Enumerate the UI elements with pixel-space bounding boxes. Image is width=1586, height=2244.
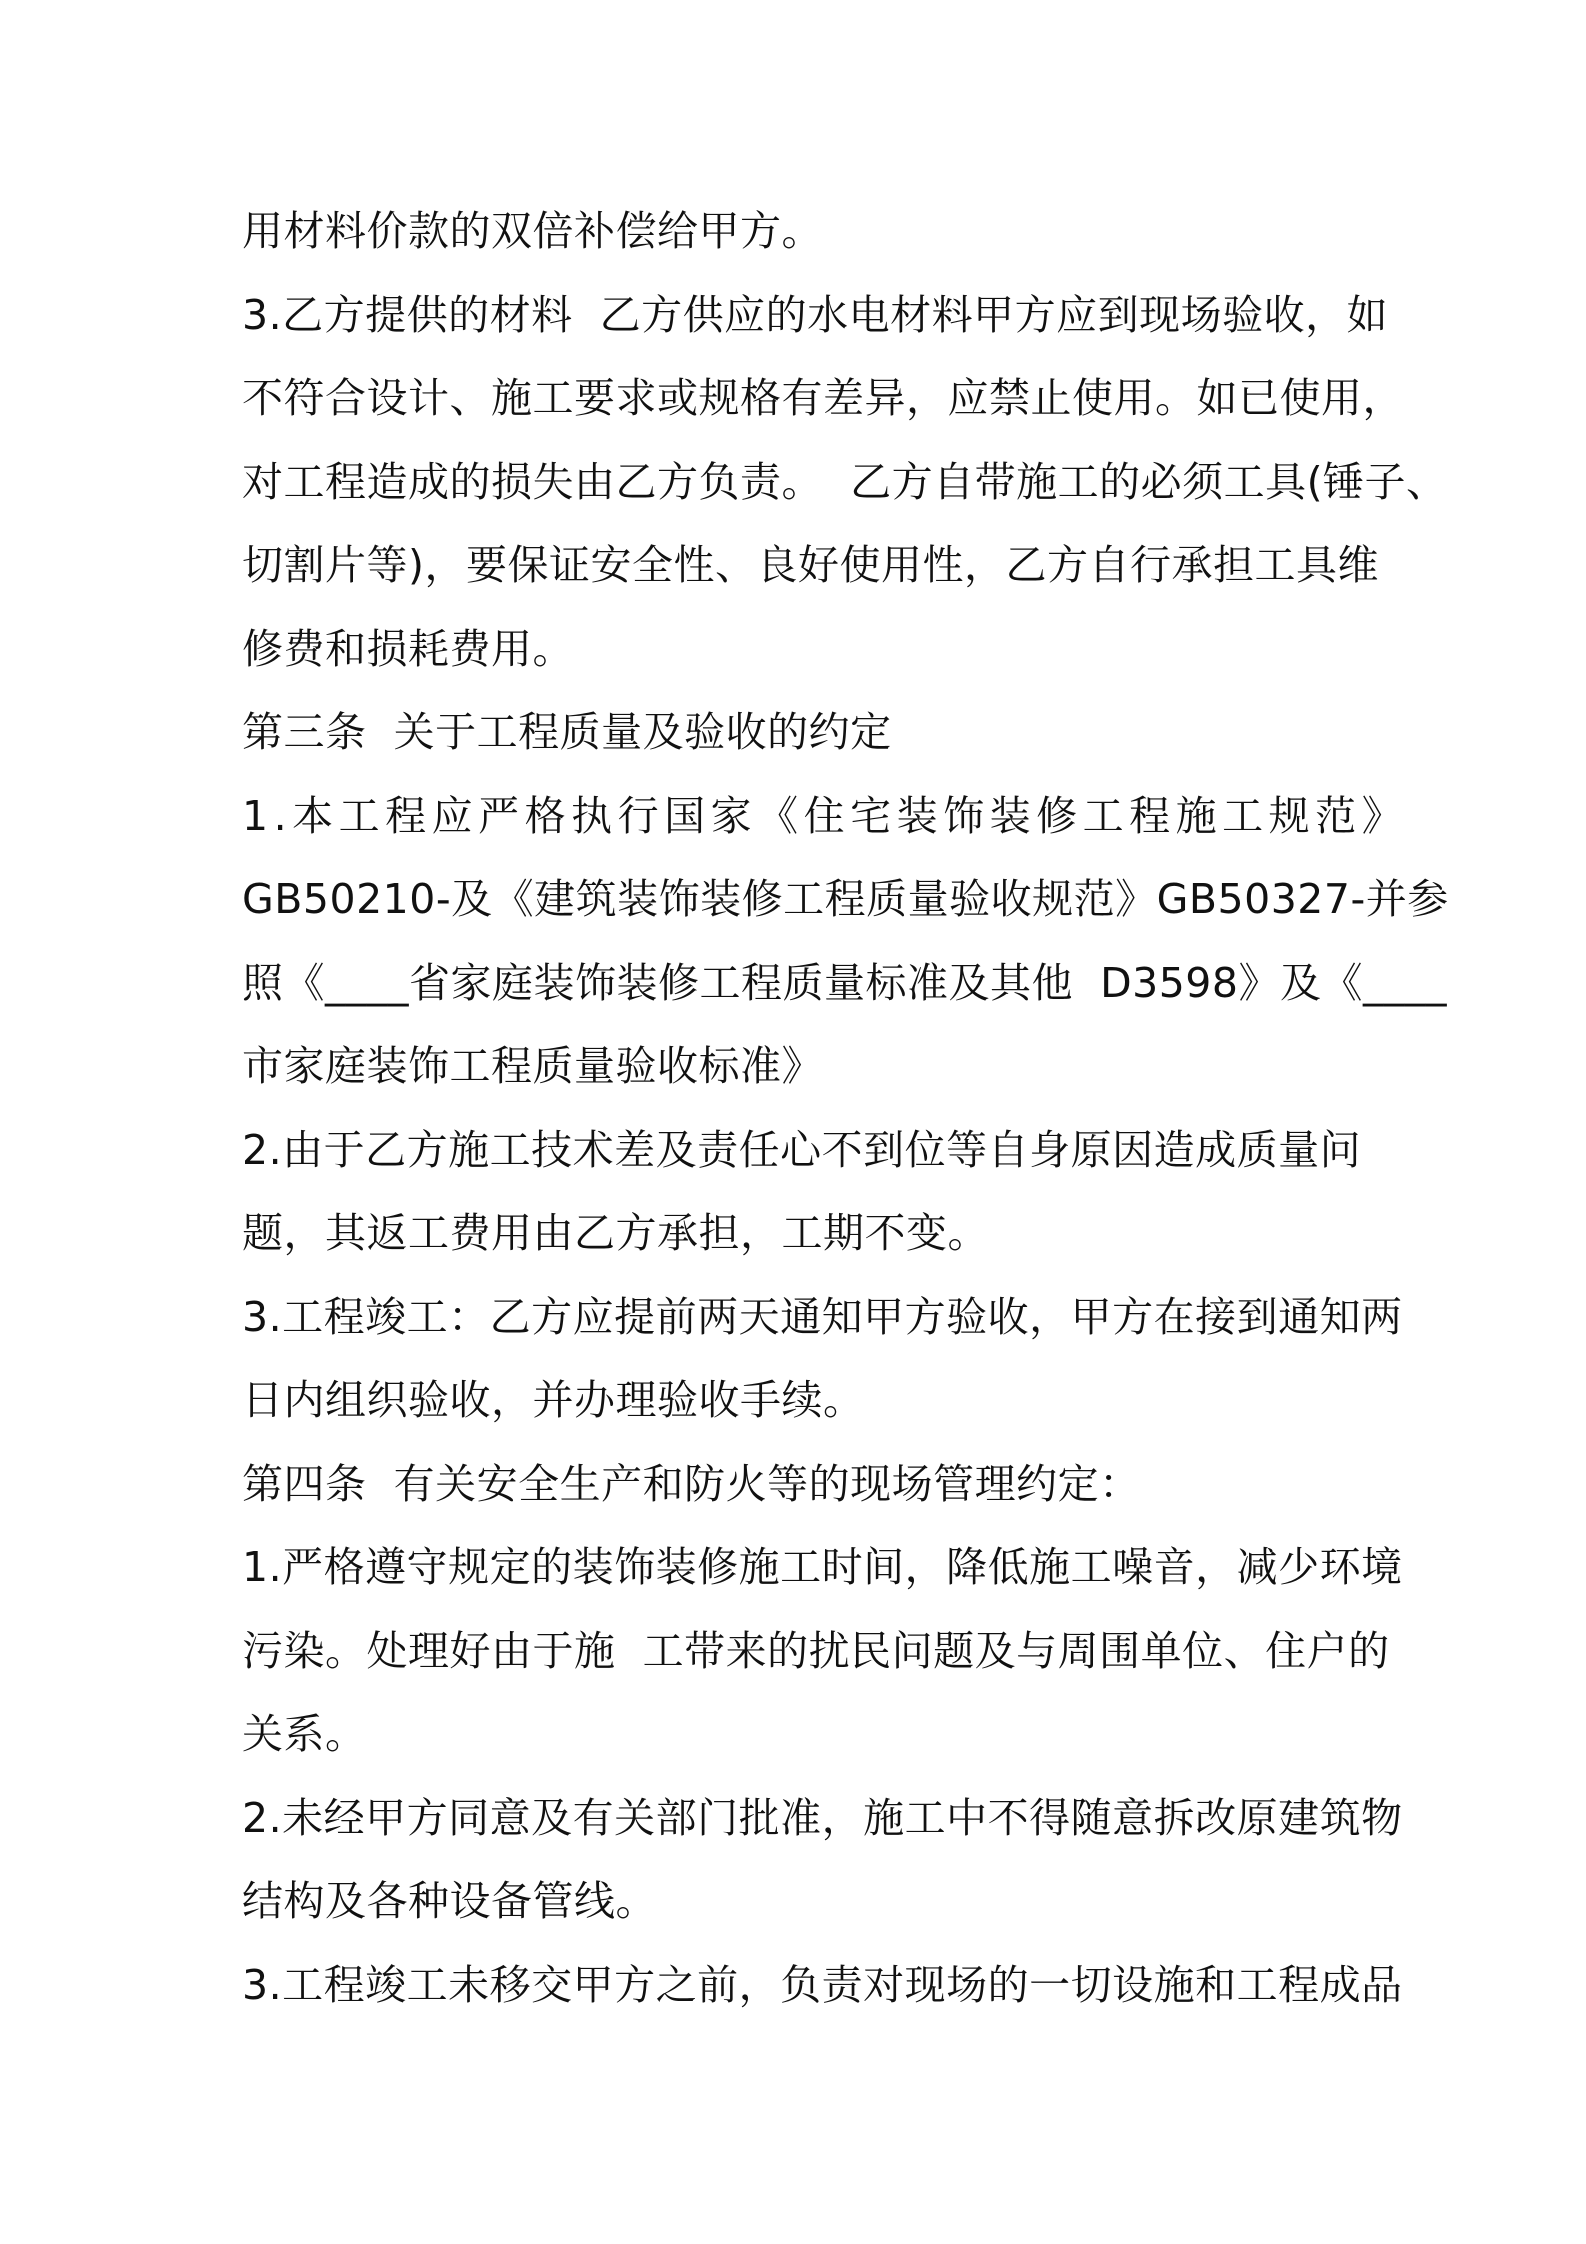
- text-line: 题，其返工费用由乙方承担，工期不变。: [242, 1209, 989, 1257]
- text-line: 2.由于乙方施工技术差及责任心不到位等自身原因造成质量问: [242, 1125, 1362, 1174]
- section-heading-article-4: 第四条 有关安全生产和防火等的现场管理约定：: [242, 1459, 1141, 1508]
- text-line: 照《____省家庭装饰装修工程质量标准及其他 D3598》及《____: [242, 958, 1447, 1007]
- text-line: 污染。处理好由于施 工带来的扰民问题及与周围单位、住户的: [242, 1626, 1390, 1675]
- text-line: 3.工程竣工：乙方应提前两天通知甲方验收，甲方在接到通知两: [242, 1292, 1403, 1341]
- text-line: 市家庭装饰工程质量验收标准》: [242, 1042, 823, 1090]
- section-heading-article-3: 第三条 关于工程质量及验收的约定: [242, 708, 892, 756]
- text-line: 日内组织验收，并办理验收手续。: [242, 1376, 865, 1424]
- text-line: 3.工程竣工未移交甲方之前，负责对现场的一切设施和工程成品: [242, 1960, 1403, 2009]
- text-line: 结构及各种设备管线。: [242, 1877, 657, 1925]
- text-line: 1.本工程应严格执行国家《住宅装饰装修工程施工规范》: [242, 791, 1409, 840]
- text-line: GB50210-及《建筑装饰装修工程质量验收规范》GB50327-并参: [242, 875, 1449, 923]
- text-line: 对工程造成的损失由乙方负责。 乙方自带施工的必须工具(锤子、: [242, 457, 1448, 506]
- text-line: 切割片等)，要保证安全性、良好使用性，乙方自行承担工具维: [242, 541, 1379, 589]
- document-body: [242, 190, 1449, 2027]
- text-line: 修费和损耗费用。: [242, 624, 574, 673]
- text-line: 3.乙方提供的材料 乙方供应的水电材料甲方应到现场验收，如: [242, 290, 1389, 339]
- text-line: 关系。: [242, 1710, 367, 1758]
- text-line: 用材料价款的双倍补偿给甲方。: [242, 207, 823, 255]
- text-line: 1.严格遵守规定的装饰装修施工时间，降低施工噪音，减少环境: [242, 1543, 1403, 1591]
- text-line: 不符合设计、施工要求或规格有差异，应禁止使用。如已使用，: [242, 374, 1404, 422]
- text-line: 2.未经甲方同意及有关部门批准，施工中不得随意拆改原建筑物: [242, 1793, 1403, 1842]
